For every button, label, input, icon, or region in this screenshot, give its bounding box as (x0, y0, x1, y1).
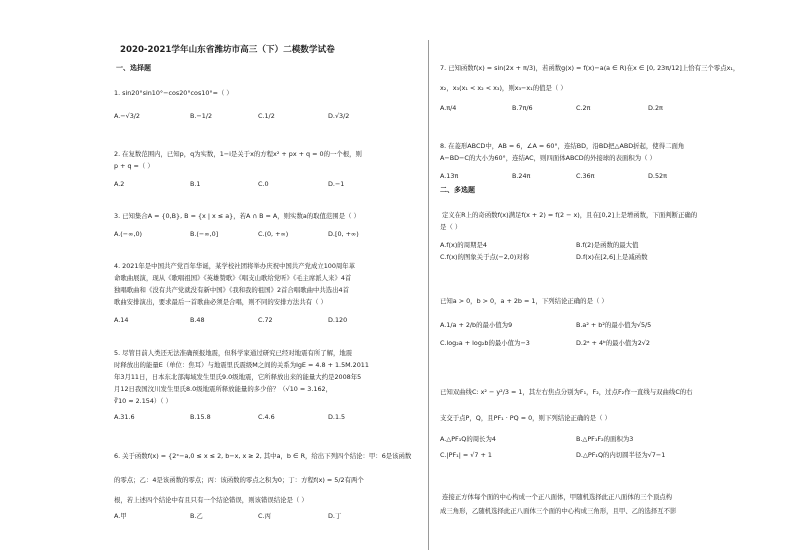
question-4-line-4: 歌曲安排演出，要求最后一首歌曲必须是合唱，则不同的安排方法共有（ ） (114, 298, 327, 306)
q3-option-a: A.(−∞,0) (114, 230, 143, 238)
q6-option-b: B.乙 (190, 512, 203, 520)
question-5-line-1: 5. 尽管目前人类还无法准确预报地震，但科学家通过研究已经对地震有所了解，地震 (114, 349, 353, 357)
question-4-line-1: 4. 2021年是中国共产党百年华诞，某学校社团将举办庆祝中国共产党成立100周年革 (114, 262, 356, 270)
question-6-line-3: 根，若上述四个结论中有且只有一个结论错误，则该错误结论是（ ） (114, 496, 308, 504)
q1-option-d: D.√3/2 (328, 112, 350, 120)
question-2-line-2: p + q =（ ） (114, 162, 154, 170)
q9-option-a: A.f(x)的周期是4 (440, 241, 487, 249)
q9-option-c: C.f(x)的图象关于点(−2,0)对称 (440, 253, 530, 261)
q1-option-a: A.−√3/2 (114, 112, 141, 120)
q11-option-b: B.△PF₁F₂的面积为3 (576, 435, 634, 443)
q10-option-d: D.2ᵃ + 4ᵇ的最小值为2√2 (576, 339, 650, 347)
question-6-line-1: 6. 关于函数f(x) = {2ˣ−a,0 ≤ x ≤ 2, b−x, x ≥ 2, 其中a，b ∈ R，给出下列四个结论：甲：6是该函数 (114, 452, 412, 460)
question-3-stem: 3. 已知集合A = {0,B}, B = {x | x ≤ a}，若A ∩ B = A，则实数a的取值范围是（ ） (114, 212, 360, 220)
question-5-line-4: 月12日我国汶川发生里氏8.0级地震所释放能量的多少倍？（√10 = 3.162， (114, 385, 332, 393)
section-heading-multi-choice: 二、多选题 (440, 186, 475, 194)
question-7-line-2: x₂，x₃(x₁ < x₂ < x₃)，则x₃−x₁的值是（ ） (440, 84, 567, 92)
question-8-line-2: A−BD−C的大小为60°，连结AC，则四面体ABCD的外接球的表面积为（ ） (440, 154, 656, 162)
q3-option-c: C.(0, +∞) (258, 230, 289, 238)
q2-option-c: C.0 (258, 180, 269, 188)
q3-option-d: D.[0, +∞) (328, 230, 359, 238)
question-5-line-2: 时释放出的能量E（单位：焦耳）与地震里氏震级M之间的关系为lgE = 4.8 + 1.5M.2011 (114, 361, 369, 369)
q8-option-a: A.13π (440, 172, 459, 180)
q8-option-b: B.24π (512, 172, 531, 180)
q5-option-d: D.1.5 (328, 413, 346, 421)
question-4-line-2: 命歌曲展演，现从《歌唱祖国》《英雄赞歌》《唱支山歌给党听》《毛主席派人来》4首 (114, 274, 352, 282)
q10-option-a: A.1/a + 2/b的最小值为9 (440, 321, 513, 329)
q1-option-c: C.1/2 (258, 112, 275, 120)
q7-option-d: D.2π (648, 104, 663, 112)
q3-option-b: B.(−∞,0] (190, 230, 219, 238)
question-5-line-5: ∛10 ≈ 2.154）（ ） (114, 397, 172, 405)
page-title: 2020-2021学年山东省潍坊市高三（下）二模数学试卷 (120, 45, 335, 55)
question-6-line-2: 的零点；乙：4是该函数的零点；丙：该函数的零点之积为0；丁：方程f(x) = 5/2有两个 (114, 476, 364, 484)
question-4-line-3: 独唱歌曲和《没有共产党就没有新中国》《我和我的祖国》2首合唱歌曲中共选出4首 (114, 286, 349, 294)
q6-option-c: C.丙 (258, 512, 271, 520)
left-column (110, 0, 420, 560)
q11-option-d: D.△PF₁Q的内切圆半径为√7−1 (576, 451, 666, 459)
q5-option-a: A.31.6 (114, 413, 135, 421)
q9-option-b: B.f(2)是函数的最大值 (576, 241, 639, 249)
column-divider (428, 40, 429, 550)
q5-option-b: B.15.8 (190, 413, 211, 421)
q9-option-d: D.f(x)在[2,6]上是减函数 (576, 253, 648, 261)
q6-option-a: A.甲 (114, 512, 127, 520)
section-heading-single-choice: 一、选择题 (116, 64, 151, 72)
q2-option-d: D.−1 (328, 180, 345, 188)
q8-option-c: C.36π (576, 172, 595, 180)
q4-option-d: D.120 (328, 316, 348, 324)
q1-option-b: B.−1/2 (190, 112, 213, 120)
q7-option-b: B.7π/6 (512, 104, 533, 112)
q11-option-c: C.|PF₁| = √7 + 1 (440, 451, 492, 459)
right-column (436, 0, 741, 560)
question-12-line-1: 连接正方体每个面的中心构成一个正八面体，甲随机选择此正八面体的三个顶点构 (442, 493, 673, 501)
q2-option-b: B.1 (190, 180, 201, 188)
q7-option-a: A.π/4 (440, 104, 457, 112)
q8-option-d: D.52π (648, 172, 667, 180)
q10-option-b: B.a² + b²的最小值为√5/5 (576, 321, 652, 329)
q7-option-c: C.2π (576, 104, 591, 112)
q11-option-a: A.△PF₁Q的周长为4 (440, 435, 496, 443)
question-2-line-1: 2. 在复数范围内，已知p，q为实数，1−i是关于x的方程x² + px + q = 0的一个根，则 (114, 150, 362, 158)
q2-option-a: A.2 (114, 180, 125, 188)
question-7-line-1: 7. 已知函数f(x) = sin(2x + π/3)，若函数g(x) = f(x)−a(a ∈ R)在x ∈ [0, 23π/12]上恰有三个零点x₁， (440, 64, 740, 72)
question-8-line-1: 8. 在菱形ABCD中，AB = 6，∠A = 60°，连结BD，沿BD把△ABD折起，使得二面角 (440, 142, 685, 150)
question-9-line-1: 定义在R上的奇函数f(x)满足f(x + 2) = f(2 − x)，且在[0,2]上是增函数，下面判断正确的 (442, 211, 698, 219)
q5-option-c: C.4.6 (258, 413, 275, 421)
question-11-line-1: 已知双曲线C: x² − y²/3 = 1，其左右焦点分别为F₁，F₂，过点F₂作一直线与双曲线C的右 (440, 388, 693, 396)
q4-option-b: B.48 (190, 316, 205, 324)
q6-option-d: D.丁 (328, 512, 342, 520)
q10-option-c: C.log₂a + log₂b的最小值为−3 (440, 339, 530, 347)
q4-option-a: A.14 (114, 316, 129, 324)
question-9-line-2: 是（ ） (440, 223, 462, 231)
question-12-line-2: 成三角形，乙随机选择此正八面体三个面的中心构成三角形，且甲、乙的选择互不影 (440, 507, 677, 515)
question-11-line-2: 支交于点P，Q，且PF₁ · PQ = 0，则下列结论正确的是（ ） (440, 414, 611, 422)
question-5-line-3: 年3月11日，日本东北部海域发生里氏9.0级地震，它所释放出来的能量大约是2008年5 (114, 373, 362, 381)
q4-option-c: C.72 (258, 316, 273, 324)
question-10-stem: 已知a > 0，b > 0，a + 2b = 1，下列结论正确的是（ ） (440, 297, 608, 305)
question-1-stem: 1. sin20°sin10°−cos20°cos10°=（ ） (114, 89, 233, 97)
